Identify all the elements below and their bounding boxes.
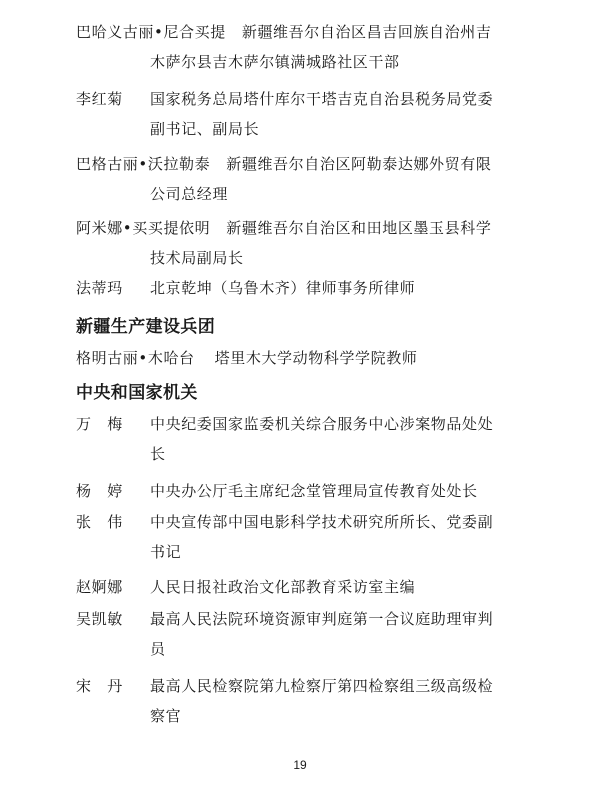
list-item: [76, 343, 536, 373]
person-name: 赵婀娜: [76, 578, 123, 596]
person-title: 人民日报社政治文化部教育采访室主编: [150, 578, 416, 596]
list-item: [76, 17, 536, 77]
list-item: [76, 507, 536, 567]
person-title: 最高人民法院环境资源审判庭第一合议庭助理审判: [150, 610, 494, 628]
person-name: 张 伟: [76, 513, 123, 531]
person-title-continued: 木萨尔县吉木萨尔镇满城路社区干部: [150, 53, 400, 71]
person-title: 中央纪委国家监委机关综合服务中心涉案物品处处: [150, 415, 494, 433]
person-title: 新疆维吾尔自治区和田地区墨玉县科学: [226, 219, 492, 237]
person-title-continued: 技术局副局长: [150, 249, 244, 267]
person-name: 格明古丽•木哈台: [76, 349, 195, 367]
person-title: 新疆维吾尔自治区阿勒泰达娜外贸有限: [226, 155, 492, 173]
person-title: 塔里木大学动物科学学院教师: [214, 349, 418, 367]
person-name: 吴凯敏: [76, 610, 123, 628]
person-name: 巴格古丽•沃拉勒泰: [76, 155, 211, 173]
person-title: 北京乾坤（乌鲁木齐）律师事务所律师: [150, 279, 416, 297]
list-item: [76, 84, 536, 144]
page-number: 19: [293, 758, 307, 772]
person-name: 杨 婷: [76, 482, 123, 500]
person-name: 阿米娜•买买提依明: [76, 219, 211, 237]
person-name: 巴哈义古丽•尼合买提: [76, 23, 226, 41]
person-name: 法蒂玛: [76, 279, 123, 297]
list-item: [76, 604, 536, 664]
person-title-continued: 员: [150, 640, 166, 658]
person-name: 李红菊: [76, 90, 123, 108]
person-title-continued: 书记: [150, 543, 182, 561]
list-item: [76, 273, 536, 303]
list-item: [76, 409, 536, 469]
list-item: [76, 572, 536, 602]
person-title-continued: 副书记、副局长: [150, 120, 260, 138]
person-title: 新疆维吾尔自治区昌吉回族自治州吉: [241, 23, 492, 41]
person-title-continued: 公司总经理: [150, 185, 229, 203]
list-item: [76, 149, 536, 209]
list-item: [76, 213, 536, 273]
section-heading-central: 中央和国家机关: [76, 383, 198, 403]
person-title-continued: 长: [150, 445, 166, 463]
person-title: 最高人民检察院第九检察厅第四检察组三级高级检: [150, 677, 494, 695]
person-title: 国家税务总局塔什库尔干塔吉克自治县税务局党委: [150, 90, 494, 108]
person-name: 宋 丹: [76, 677, 123, 695]
person-title-continued: 察官: [150, 707, 182, 725]
person-name: 万 梅: [76, 415, 123, 433]
person-title: 中央宣传部中国电影科学技术研究所所长、党委副: [150, 513, 494, 531]
list-item: [76, 671, 536, 731]
list-item: [76, 476, 536, 506]
section-heading-bingtuan: 新疆生产建设兵团: [76, 317, 216, 337]
person-title: 中央办公厅毛主席纪念堂管理局宣传教育处处长: [150, 482, 478, 500]
